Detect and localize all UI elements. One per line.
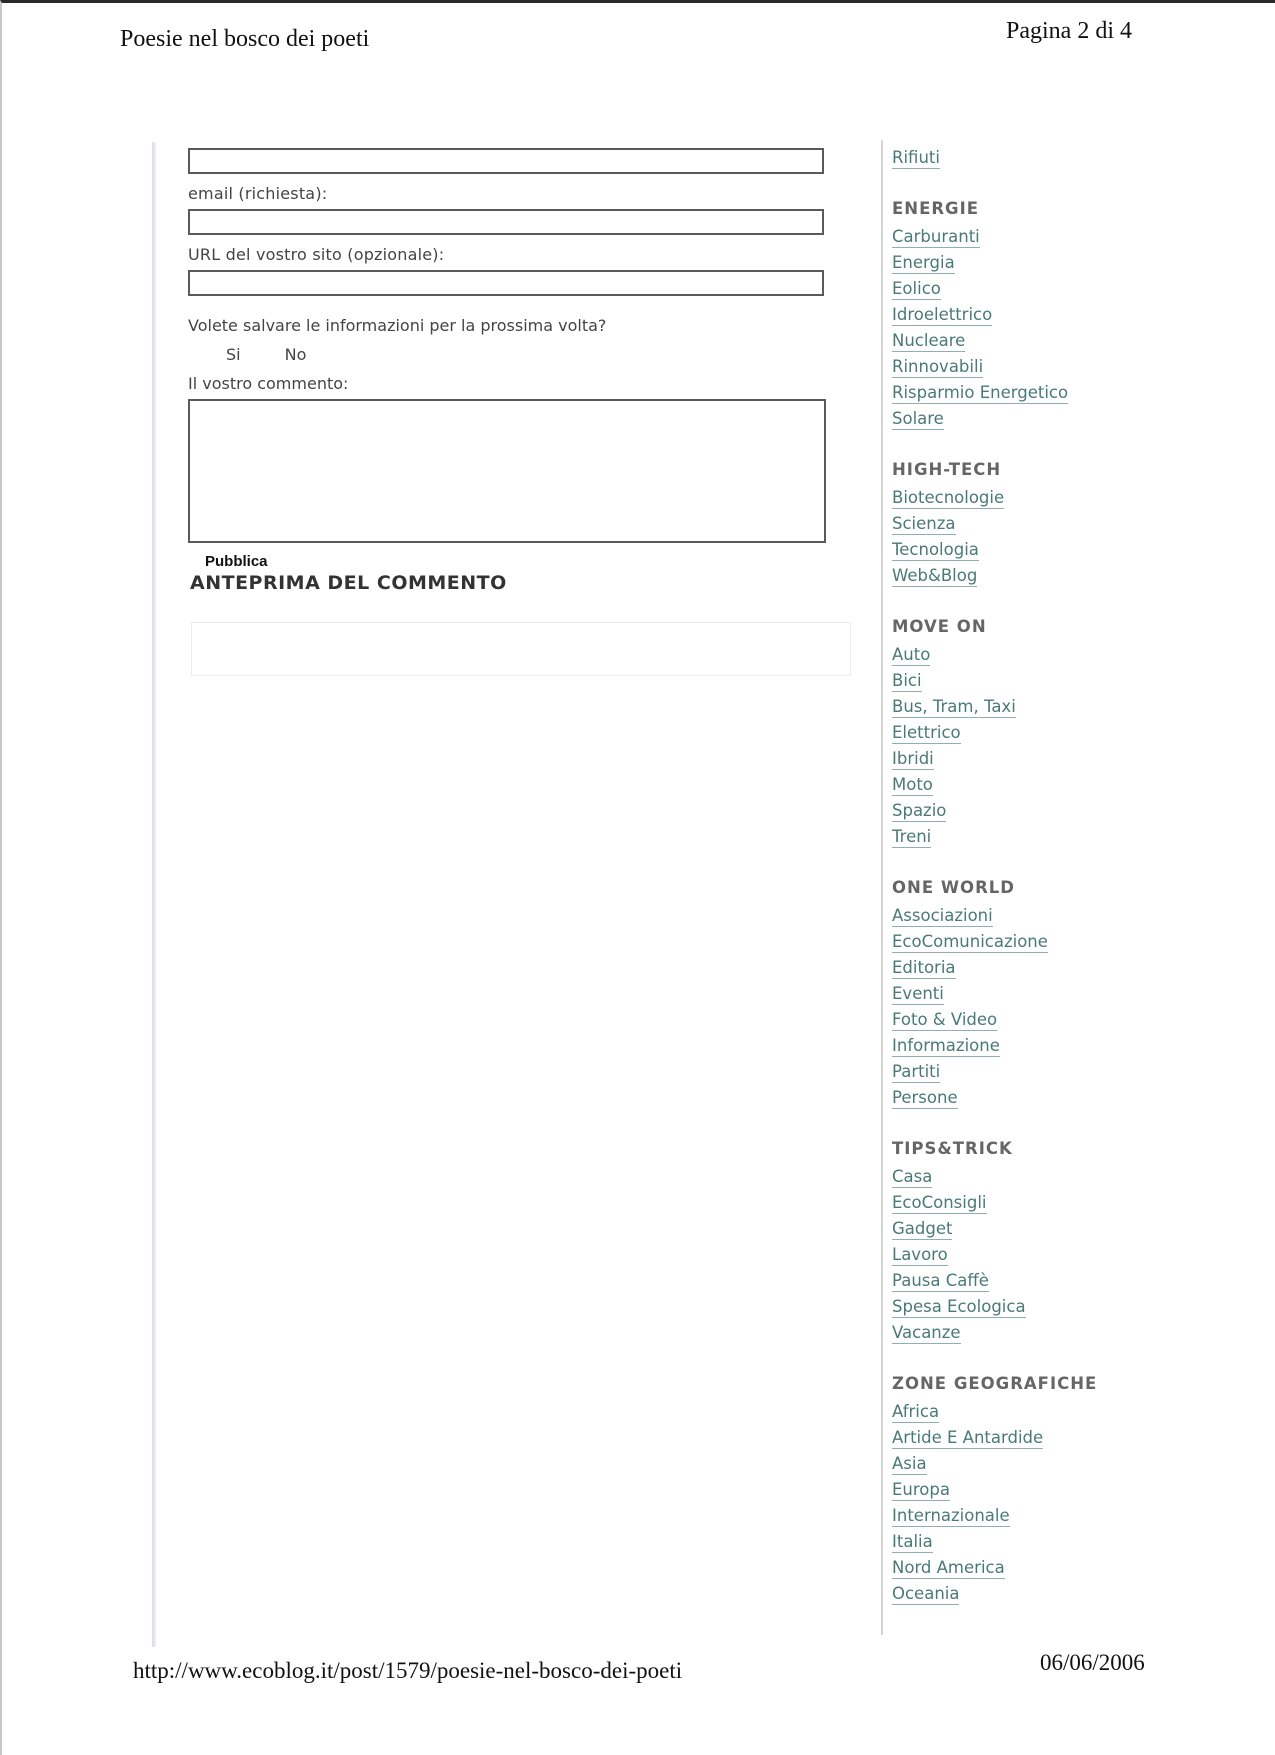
sidebar-category-link[interactable]: Energia (892, 253, 955, 272)
sidebar-category-link[interactable]: Scienza (892, 514, 956, 533)
email-label: email (richiesta): (188, 184, 328, 203)
sidebar-section (892, 199, 1192, 430)
comment-form (188, 148, 828, 570)
sidebar-section-heading: ENERGIE (892, 199, 980, 218)
sidebar-section-heading: HIGH-TECH (892, 460, 1002, 479)
sidebar-category-link[interactable]: Persone (892, 1088, 958, 1107)
sidebar-category-link[interactable]: Elettrico (892, 723, 961, 742)
sidebar-category-link[interactable]: Nucleare (892, 331, 966, 350)
sidebar-category-link[interactable]: Risparmio Energetico (892, 383, 1069, 402)
sidebar-category-link[interactable]: Eventi (892, 984, 944, 1003)
content-left-border (152, 142, 156, 1647)
sidebar-category-link[interactable]: Vacanze (892, 1323, 961, 1342)
sidebar-category-link[interactable]: Pausa Caffè (892, 1271, 989, 1290)
sidebar-category-link[interactable]: Moto (892, 775, 933, 794)
sidebar-category-link[interactable]: Spesa Ecologica (892, 1297, 1026, 1316)
sidebar-sections (892, 199, 1192, 1605)
sidebar-category-link[interactable]: Europa (892, 1480, 950, 1499)
url-field[interactable] (188, 270, 824, 296)
sidebar-category-link[interactable]: EcoComunicazione (892, 932, 1048, 951)
name-field[interactable] (188, 148, 824, 174)
sidebar-category-link[interactable]: Eolico (892, 279, 941, 298)
print-header-title: Poesie nel bosco dei poeti (120, 26, 370, 52)
sidebar-category-link[interactable]: Solare (892, 409, 944, 428)
save-yes-radio[interactable] (226, 345, 241, 364)
sidebar-category-link[interactable]: Rinnovabili (892, 357, 984, 376)
print-footer-url: http://www.ecoblog.it/post/1579/poesie-nel-bosco-dei-poeti (133, 1658, 683, 1683)
sidebar-category-link[interactable]: Bus, Tram, Taxi (892, 697, 1016, 716)
url-label: URL del vostro sito (opzionale): (188, 245, 445, 264)
sidebar-category-link[interactable]: Ibridi (892, 749, 934, 768)
sidebar-category-link[interactable]: Casa (892, 1167, 933, 1186)
sidebar-category-link[interactable]: Asia (892, 1454, 927, 1473)
sidebar-category-link[interactable]: Nord America (892, 1558, 1005, 1577)
sidebar-category-link[interactable]: Oceania (892, 1584, 960, 1603)
sidebar-category-link[interactable]: Biotecnologie (892, 488, 1005, 507)
sidebar-category-link[interactable]: Partiti (892, 1062, 941, 1081)
sidebar-category-link[interactable]: Editoria (892, 958, 956, 977)
sidebar-section-heading: ZONE GEOGRAFICHE (892, 1374, 1098, 1393)
sidebar-category-link[interactable]: Tecnologia (892, 540, 979, 559)
sidebar-section (892, 1139, 1192, 1344)
sidebar-section-heading: TIPS&TRICK (892, 1139, 1013, 1158)
sidebar-category-link[interactable]: Informazione (892, 1036, 1000, 1055)
save-no-label: No (284, 345, 307, 364)
sidebar-section (892, 460, 1192, 587)
sidebar-category-link[interactable]: Artide E Antardide (892, 1428, 1044, 1447)
category-sidebar (892, 148, 1192, 1610)
sidebar-category-link[interactable]: Treni (892, 827, 932, 846)
sidebar-section-heading: MOVE ON (892, 617, 987, 636)
sidebar-category-link[interactable]: Africa (892, 1402, 940, 1421)
sidebar-category-link[interactable]: Auto (892, 645, 931, 664)
comment-preview-box (191, 622, 851, 676)
save-yes-label: Si (226, 345, 241, 364)
save-info-options (188, 345, 828, 364)
email-field[interactable] (188, 209, 824, 235)
sidebar-category-link[interactable]: Bici (892, 671, 922, 690)
sidebar-section-heading: ONE WORLD (892, 878, 1015, 897)
sidebar-category-link[interactable]: Spazio (892, 801, 947, 820)
sidebar-divider (881, 140, 883, 1635)
sidebar-category-link[interactable]: Foto & Video (892, 1010, 998, 1029)
print-header-page-number: Pagina 2 di 4 (1006, 18, 1132, 44)
sidebar-category-link[interactable]: Carburanti (892, 227, 980, 246)
sidebar-category-link[interactable]: Idroelettrico (892, 305, 993, 324)
sidebar-section (892, 1374, 1192, 1605)
sidebar-category-link[interactable]: Italia (892, 1532, 933, 1551)
comment-textarea[interactable] (188, 399, 826, 543)
sidebar-category-link[interactable]: EcoConsigli (892, 1193, 987, 1212)
save-info-question: Volete salvare le informazioni per la prossima volta? (188, 316, 607, 335)
publish-button[interactable]: Pubblica (205, 553, 268, 570)
comment-label: Il vostro commento: (188, 374, 349, 393)
sidebar-category-link[interactable]: Web&Blog (892, 566, 978, 585)
sidebar-category-link[interactable]: Gadget (892, 1219, 953, 1238)
sidebar-link-rifiuti[interactable]: Rifiuti (892, 148, 940, 167)
save-no-radio[interactable] (285, 345, 307, 364)
print-footer-date: 06/06/2006 (1040, 1650, 1145, 1675)
sidebar-section (892, 878, 1192, 1109)
sidebar-section (892, 617, 1192, 848)
sidebar-category-link[interactable]: Associazioni (892, 906, 993, 925)
sidebar-category-link[interactable]: Internazionale (892, 1506, 1010, 1525)
comment-preview-heading: ANTEPRIMA DEL COMMENTO (190, 572, 507, 594)
sidebar-category-link[interactable]: Lavoro (892, 1245, 948, 1264)
